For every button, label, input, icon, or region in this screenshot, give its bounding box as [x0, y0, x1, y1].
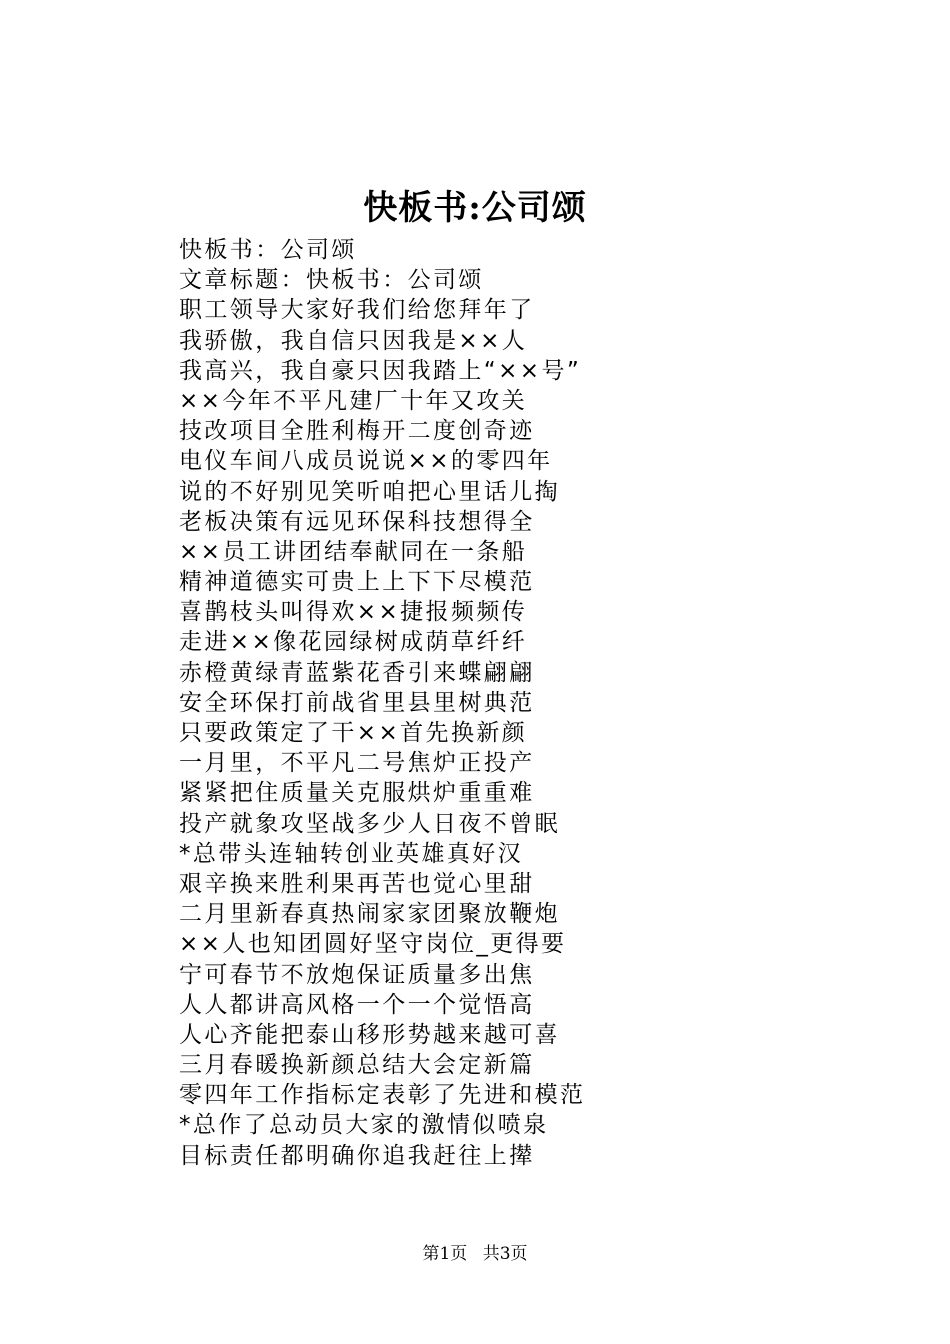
- text-line: 老板决策有远见环保科技想得全: [179, 508, 535, 535]
- text-line: 喜鹊枝头叫得欢××捷报频频传: [179, 599, 528, 626]
- text-line: 走进××像花园绿树成荫草纤纤: [179, 629, 528, 656]
- page-footer: [0, 1242, 950, 1266]
- text-line: 一月里，不平凡二号焦炉正投产: [179, 750, 535, 777]
- text-line: 投产就象攻坚战多少人日夜不曾眠: [179, 810, 560, 837]
- page-total: 共3页: [482, 1244, 528, 1264]
- page-number: 第1页: [422, 1244, 468, 1264]
- text-line: 赤橙黄绿青蓝紫花香引来蝶翩翩: [179, 659, 535, 686]
- text-line: 职工领导大家好我们给您拜年了: [179, 297, 535, 324]
- text-line: 我骄傲，我自信只因我是××人: [179, 327, 528, 354]
- text-line: 紧紧把住质量关克服烘炉重重难: [179, 780, 535, 807]
- text-line: 快板书：公司颂: [179, 237, 357, 263]
- text-line: 精神道德实可贵上上下下尽模范: [179, 569, 535, 596]
- text-line: *总作了总动员大家的激情似喷泉: [179, 1112, 549, 1139]
- text-line: 目标责任都明确你追我赶往上撵: [179, 1142, 535, 1169]
- text-line: 技改项目全胜利梅开二度创奇迹: [179, 418, 535, 445]
- text-line: 艰辛换来胜利果再苦也觉心里甜: [179, 870, 535, 897]
- text-line: ××员工讲团结奉献同在一条船: [179, 538, 528, 565]
- text-line: 只要政策定了干××首先换新颜: [179, 720, 528, 746]
- text-line: 安全环保打前战省里县里树典范: [179, 689, 535, 716]
- text-line: 三月春暖换新颜总结大会定新篇: [179, 1052, 535, 1079]
- text-line: 人人都讲高风格一个一个觉悟高: [179, 991, 535, 1018]
- text-line: 文章标题：快板书：公司颂: [179, 267, 484, 294]
- document-body: [179, 235, 819, 1171]
- text-line: 二月里新春真热闹家家团聚放鞭炮: [179, 901, 560, 928]
- text-line: 说的不好别见笑听咱把心里话儿掏: [179, 478, 560, 505]
- text-line: *总带头连轴转创业英雄真好汉: [179, 840, 524, 867]
- text-line: ××人也知团圆好坚守岗位_更得要: [179, 931, 567, 958]
- text-line: 电仪车间八成员说说××的零四年: [179, 448, 553, 475]
- text-line: 人心齐能把泰山移形势越来越可喜: [179, 1021, 560, 1048]
- text-line: 宁可春节不放炮保证质量多出焦: [179, 961, 535, 988]
- text-line: 零四年工作指标定表彰了先进和模范: [179, 1082, 586, 1109]
- text-line: ××今年不平凡建厂十年又攻关: [179, 387, 528, 414]
- text-line: 我高兴，我自豪只因我踏上“××号”: [179, 357, 582, 384]
- document-title: 快板书:公司颂: [363, 188, 587, 228]
